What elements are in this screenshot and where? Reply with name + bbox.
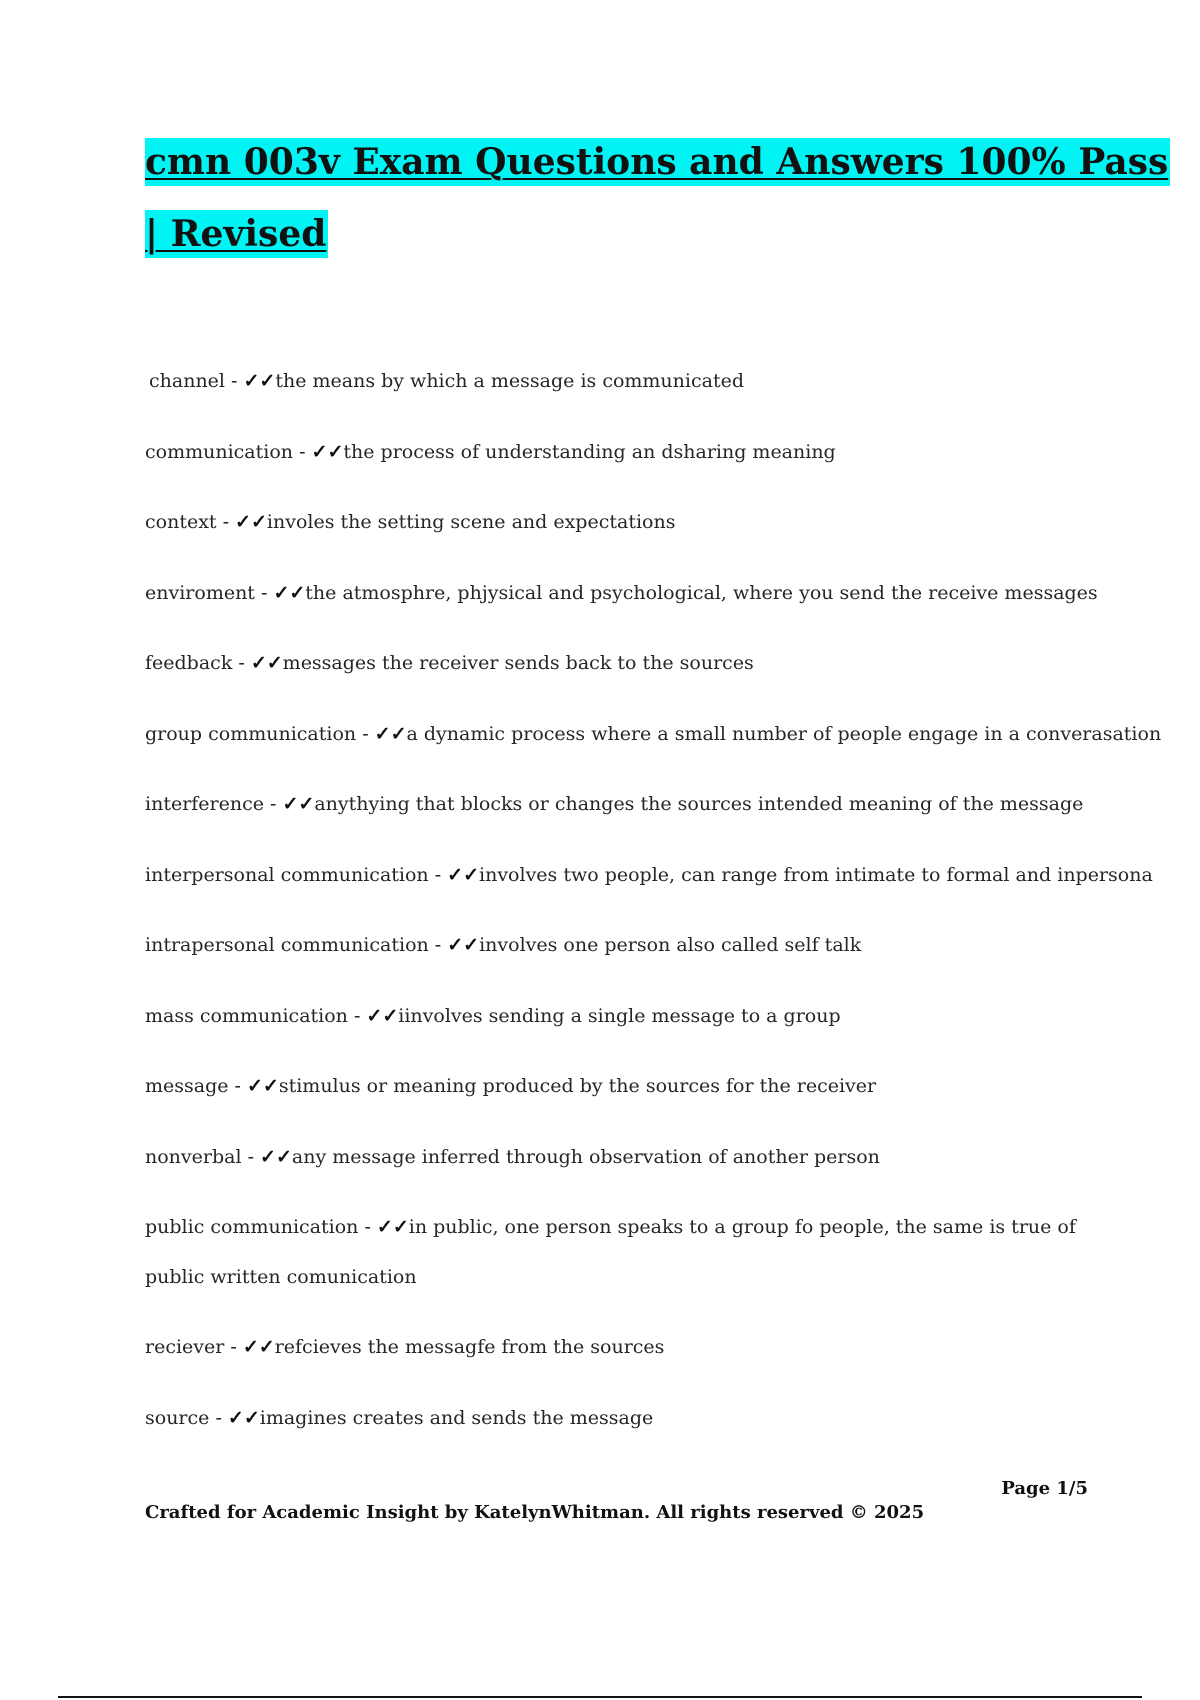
glossary-entry	[145, 991, 1105, 1062]
double-check-icon: ✓✓	[366, 1004, 399, 1027]
title-line-2: | Revised	[145, 210, 328, 258]
entry-separator: -	[228, 1075, 247, 1097]
double-check-icon: ✓✓	[311, 440, 344, 463]
page-number: Page 1/5	[1001, 1478, 1088, 1499]
entry-term: interpersonal communication	[145, 863, 429, 886]
entry-term: mass communication	[145, 1004, 348, 1027]
entry-definition: messages the receiver sends back to the sources	[282, 652, 754, 674]
double-check-icon: ✓✓	[376, 1216, 409, 1238]
entry-term: source	[145, 1406, 210, 1429]
entry-term: intrapersonal communication	[145, 934, 429, 956]
entry-definition: in public, one person speaks to a group fo people, the same is true of public written comunication	[145, 1216, 1076, 1288]
entry-term: channel	[149, 370, 225, 392]
glossary-entry	[145, 779, 1105, 850]
entry-separator: -	[358, 1216, 377, 1238]
double-check-icon: ✓✓	[242, 1336, 275, 1358]
entry-definition: the process of understanding an dsharing meaning	[343, 440, 836, 463]
glossary-entry	[145, 638, 1105, 709]
entry-term: communication	[145, 440, 294, 463]
double-check-icon: ✓✓	[282, 793, 315, 815]
double-check-icon: ✓✓	[235, 511, 267, 533]
double-check-icon: ✓✓	[273, 581, 306, 604]
entry-separator: -	[216, 511, 236, 533]
entry-definition: anythying that blocks or changes the sources intended meaning of the message	[314, 793, 1084, 815]
entry-definition: involes the setting scene and expectations	[266, 511, 676, 533]
entry-definition: refcieves the messagfe from the sources	[274, 1336, 665, 1358]
entry-term: message	[145, 1075, 229, 1097]
entry-separator: -	[356, 722, 375, 745]
entry-separator: -	[254, 581, 274, 604]
double-check-icon: ✓✓	[227, 1406, 260, 1429]
glossary-entry	[145, 1202, 1105, 1302]
entry-definition: iinvolves sending a single message to a group	[398, 1004, 841, 1027]
glossary-entry	[145, 1061, 1105, 1132]
glossary-entry	[145, 497, 1105, 568]
entry-term: interference	[145, 793, 265, 815]
entry-separator: -	[347, 1004, 367, 1027]
glossary-entry	[145, 1322, 1105, 1393]
entry-definition: stimulus or meaning produced by the sources for the receiver	[278, 1075, 877, 1097]
entry-separator: -	[241, 1145, 261, 1168]
double-check-icon: ✓✓	[250, 652, 283, 674]
entry-definition: the means by which a message is communicated	[275, 370, 744, 392]
entry-separator: -	[264, 793, 283, 815]
entry-separator: -	[225, 370, 244, 392]
glossary-entry	[145, 850, 1153, 921]
entry-definition: imagines creates and sends the message	[259, 1406, 654, 1429]
page-bottom-rule	[58, 1696, 1142, 1698]
glossary-entry	[145, 568, 1105, 639]
entry-term: nonverbal	[145, 1145, 242, 1168]
glossary-entry	[145, 709, 1162, 780]
entry-separator: -	[224, 1336, 243, 1358]
double-check-icon: ✓✓	[260, 1145, 292, 1168]
double-check-icon: ✓✓	[447, 863, 479, 886]
entry-term: public communication	[145, 1216, 359, 1238]
double-check-icon: ✓✓	[374, 722, 407, 745]
entry-definition: a dynamic process where a small number of people engage in a converasation	[406, 722, 1162, 745]
title-line-1: cmn 003v Exam Questions and Answers 100% Pass	[145, 138, 1170, 186]
entry-term: feedback	[145, 652, 233, 674]
entry-term: enviroment	[145, 581, 255, 604]
glossary-entry	[145, 356, 1105, 427]
double-check-icon: ✓✓	[447, 934, 480, 956]
entry-definition: the atmosphre, phjysical and psychological, where you send the receive messages	[305, 581, 1098, 604]
entry-definition: any message inferred through observation of another person	[291, 1145, 880, 1168]
double-check-icon: ✓✓	[247, 1075, 279, 1097]
entry-term: reciever	[145, 1336, 225, 1358]
entry-separator: -	[293, 440, 312, 463]
glossary-list	[145, 356, 1162, 1463]
double-check-icon: ✓✓	[243, 370, 276, 392]
document-title	[145, 138, 1169, 258]
entry-definition: involves one person also called self talk	[479, 934, 862, 956]
entry-term: group communication	[145, 722, 357, 745]
glossary-entry	[145, 1393, 1105, 1464]
entry-separator: -	[428, 934, 448, 956]
footer-credit: Crafted for Academic Insight by KatelynWhitman. All rights reserved © 2025	[145, 1502, 925, 1523]
glossary-entry	[145, 920, 1105, 991]
entry-definition: involves two people, can range from intimate to formal and inpersona	[479, 863, 1153, 886]
glossary-entry	[145, 427, 1105, 498]
entry-term: context	[145, 511, 217, 533]
entry-separator: -	[428, 863, 448, 886]
glossary-entry	[145, 1132, 1105, 1203]
entry-separator: -	[209, 1406, 228, 1429]
entry-separator: -	[232, 652, 251, 674]
